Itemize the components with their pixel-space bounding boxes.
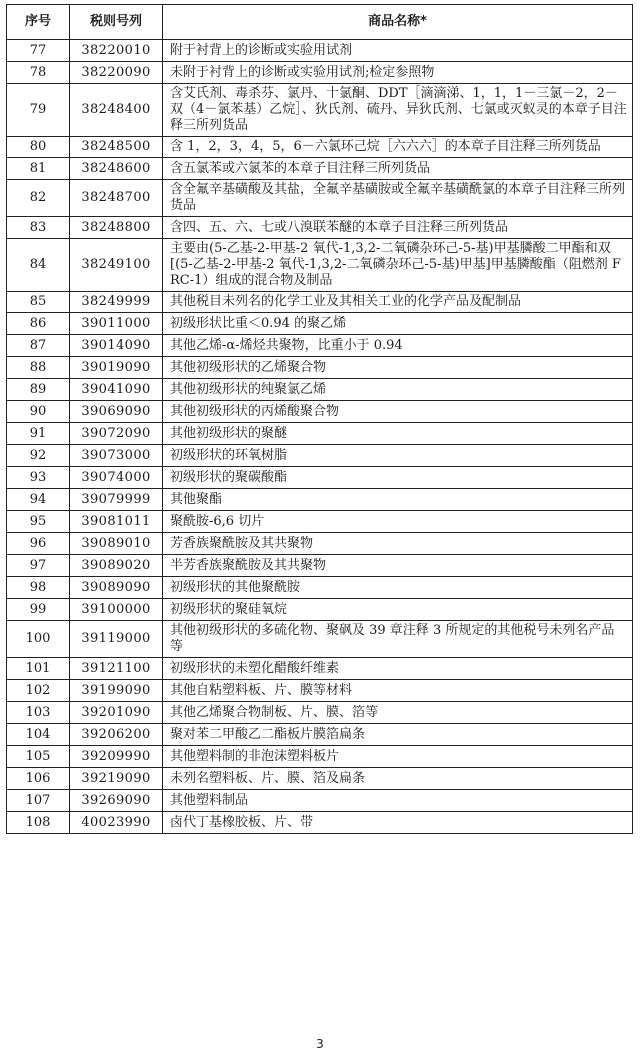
table-row xyxy=(7,621,633,658)
row-product-name: 聚酰胺-6,6 切片 xyxy=(163,511,633,533)
row-product-name: 其他初级形状的多硫化物、聚砜及 39 章注释 3 所规定的其他税号未列名产品等 xyxy=(163,621,633,658)
row-serial-number: 103 xyxy=(7,702,70,724)
row-tariff-code: 39073000 xyxy=(70,445,163,467)
table-row xyxy=(7,599,633,621)
row-product-name: 其他税目未列名的化学工业及其相关工业的化学产品及配制品 xyxy=(163,292,633,313)
row-serial-number: 106 xyxy=(7,768,70,790)
row-serial-number: 90 xyxy=(7,401,70,423)
row-serial-number: 89 xyxy=(7,379,70,401)
row-tariff-code: 39011000 xyxy=(70,313,163,335)
row-product-name: 其他初级形状的丙烯酸聚合物 xyxy=(163,401,633,423)
row-tariff-code: 38248700 xyxy=(70,180,163,217)
row-tariff-code: 39199090 xyxy=(70,680,163,702)
row-tariff-code: 39121100 xyxy=(70,658,163,680)
row-serial-number: 83 xyxy=(7,217,70,239)
table-header-row xyxy=(7,5,633,40)
row-product-name: 初级形状比重＜0.94 的聚乙烯 xyxy=(163,313,633,335)
row-tariff-code: 38220090 xyxy=(70,62,163,84)
table-row xyxy=(7,158,633,180)
row-tariff-code: 38248400 xyxy=(70,84,163,137)
row-tariff-code: 39206200 xyxy=(70,724,163,746)
table-row xyxy=(7,680,633,702)
row-tariff-code: 39119000 xyxy=(70,621,163,658)
row-serial-number: 82 xyxy=(7,180,70,217)
header-tariff-code: 税则号列 xyxy=(70,5,163,40)
table-row xyxy=(7,702,633,724)
row-serial-number: 102 xyxy=(7,680,70,702)
table-row xyxy=(7,658,633,680)
row-tariff-code: 39019090 xyxy=(70,357,163,379)
row-tariff-code: 39089010 xyxy=(70,533,163,555)
row-product-name: 初级形状的聚碳酸酯 xyxy=(163,467,633,489)
row-tariff-code: 38248800 xyxy=(70,217,163,239)
table-row xyxy=(7,313,633,335)
row-tariff-code: 39269090 xyxy=(70,790,163,812)
row-serial-number: 78 xyxy=(7,62,70,84)
table-row xyxy=(7,84,633,137)
row-tariff-code: 39219090 xyxy=(70,768,163,790)
row-tariff-code: 38249100 xyxy=(70,239,163,292)
row-product-name: 初级形状的未塑化醋酸纤维素 xyxy=(163,658,633,680)
row-serial-number: 79 xyxy=(7,84,70,137)
row-serial-number: 93 xyxy=(7,467,70,489)
page-number: 3 xyxy=(316,1037,324,1051)
row-product-name: 其他聚酯 xyxy=(163,489,633,511)
table-row xyxy=(7,379,633,401)
header-serial-number: 序号 xyxy=(7,5,70,40)
row-tariff-code: 39041090 xyxy=(70,379,163,401)
table-row xyxy=(7,180,633,217)
table-row xyxy=(7,746,633,768)
row-product-name: 其他乙烯聚合物制板、片、膜、箔等 xyxy=(163,702,633,724)
row-serial-number: 107 xyxy=(7,790,70,812)
table-row xyxy=(7,812,633,834)
table-row xyxy=(7,335,633,357)
row-product-name: 含四、五、六、七或八溴联苯醚的本章子目注释三所列货品 xyxy=(163,217,633,239)
row-product-name: 初级形状的其他聚酰胺 xyxy=(163,577,633,599)
row-product-name: 聚对苯二甲酸乙二酯板片膜箔扁条 xyxy=(163,724,633,746)
row-tariff-code: 39201090 xyxy=(70,702,163,724)
row-serial-number: 80 xyxy=(7,137,70,158)
row-serial-number: 96 xyxy=(7,533,70,555)
row-product-name: 芳香族聚酰胺及其共聚物 xyxy=(163,533,633,555)
row-tariff-code: 38248500 xyxy=(70,137,163,158)
row-tariff-code: 39072090 xyxy=(70,423,163,445)
row-serial-number: 81 xyxy=(7,158,70,180)
table-row xyxy=(7,577,633,599)
row-serial-number: 88 xyxy=(7,357,70,379)
row-tariff-code: 39089020 xyxy=(70,555,163,577)
row-serial-number: 97 xyxy=(7,555,70,577)
row-tariff-code: 38249999 xyxy=(70,292,163,313)
row-product-name: 其他自粘塑料板、片、膜等材料 xyxy=(163,680,633,702)
row-serial-number: 95 xyxy=(7,511,70,533)
row-serial-number: 77 xyxy=(7,40,70,62)
row-serial-number: 98 xyxy=(7,577,70,599)
row-product-name: 其他塑料制的非泡沫塑料板片 xyxy=(163,746,633,768)
row-product-name: 未附于衬背上的诊断或实验用试剂;检定参照物 xyxy=(163,62,633,84)
table-row xyxy=(7,401,633,423)
table-row xyxy=(7,239,633,292)
tariff-table xyxy=(6,4,633,834)
row-product-name: 附于衬背上的诊断或实验用试剂 xyxy=(163,40,633,62)
row-product-name: 初级形状的聚硅氧烷 xyxy=(163,599,633,621)
row-tariff-code: 40023990 xyxy=(70,812,163,834)
row-serial-number: 94 xyxy=(7,489,70,511)
table-row xyxy=(7,217,633,239)
table-row xyxy=(7,790,633,812)
row-tariff-code: 39079999 xyxy=(70,489,163,511)
row-serial-number: 91 xyxy=(7,423,70,445)
table-row xyxy=(7,533,633,555)
row-serial-number: 85 xyxy=(7,292,70,313)
table-row xyxy=(7,724,633,746)
row-serial-number: 100 xyxy=(7,621,70,658)
table-row xyxy=(7,445,633,467)
row-tariff-code: 39069090 xyxy=(70,401,163,423)
row-serial-number: 105 xyxy=(7,746,70,768)
table-row xyxy=(7,511,633,533)
row-tariff-code: 39209990 xyxy=(70,746,163,768)
table-row xyxy=(7,357,633,379)
row-product-name: 其他初级形状的乙烯聚合物 xyxy=(163,357,633,379)
row-tariff-code: 39014090 xyxy=(70,335,163,357)
row-tariff-code: 39081011 xyxy=(70,511,163,533)
row-tariff-code: 38220010 xyxy=(70,40,163,62)
table-row xyxy=(7,40,633,62)
row-product-name: 初级形状的环氧树脂 xyxy=(163,445,633,467)
row-serial-number: 101 xyxy=(7,658,70,680)
row-serial-number: 87 xyxy=(7,335,70,357)
table-row xyxy=(7,137,633,158)
row-serial-number: 84 xyxy=(7,239,70,292)
row-serial-number: 92 xyxy=(7,445,70,467)
row-product-name: 主要由(5-乙基-2-甲基-2 氧代-1,3,2-二氧磷杂环己-5-基)甲基膦酸二甲酯和双[(5-乙基-2-甲基-2 氧代-1,3,2-二氧磷杂环己-5-基)甲基]甲基膦酸酯（阻燃剂 FRC-1）组成的混合物及制品 xyxy=(163,239,633,292)
row-tariff-code: 39074000 xyxy=(70,467,163,489)
table-body xyxy=(7,40,633,834)
table-row xyxy=(7,555,633,577)
row-product-name: 其他初级形状的纯聚氯乙烯 xyxy=(163,379,633,401)
row-product-name: 其他初级形状的聚醚 xyxy=(163,423,633,445)
row-product-name: 半芳香族聚酰胺及其共聚物 xyxy=(163,555,633,577)
table-row xyxy=(7,467,633,489)
table-row xyxy=(7,292,633,313)
row-product-name: 其他乙烯-α-烯烃共聚物，比重小于 0.94 xyxy=(163,335,633,357)
row-tariff-code: 39100000 xyxy=(70,599,163,621)
row-product-name: 含全氟辛基磺酸及其盐，全氟辛基磺胺或全氟辛基磺酰氯的本章子目注释三所列货品 xyxy=(163,180,633,217)
row-tariff-code: 39089090 xyxy=(70,577,163,599)
table-row xyxy=(7,768,633,790)
row-tariff-code: 38248600 xyxy=(70,158,163,180)
row-serial-number: 86 xyxy=(7,313,70,335)
row-product-name: 含五氯苯或六氯苯的本章子目注释三所列货品 xyxy=(163,158,633,180)
row-serial-number: 108 xyxy=(7,812,70,834)
row-product-name: 含艾氏剂、毒杀芬、氯丹、十氯酮、DDT［滴滴涕、1，1，1－三氯－2，2－双（4－氯苯基）乙烷］、狄氏剂、硫丹、异狄氏剂、七氯或灭蚁灵的本章子目注释三所列货品 xyxy=(163,84,633,137)
row-product-name: 未列名塑料板、片、膜、箔及扁条 xyxy=(163,768,633,790)
row-product-name: 含 1，2，3，4，5，6－六氯环己烷［六六六］的本章子目注释三所列货品 xyxy=(163,137,633,158)
table-row xyxy=(7,489,633,511)
table-row xyxy=(7,62,633,84)
row-serial-number: 104 xyxy=(7,724,70,746)
row-product-name: 其他塑料制品 xyxy=(163,790,633,812)
table-row xyxy=(7,423,633,445)
header-product-name: 商品名称* xyxy=(163,5,633,40)
row-serial-number: 99 xyxy=(7,599,70,621)
row-product-name: 卤代丁基橡胶板、片、带 xyxy=(163,812,633,834)
